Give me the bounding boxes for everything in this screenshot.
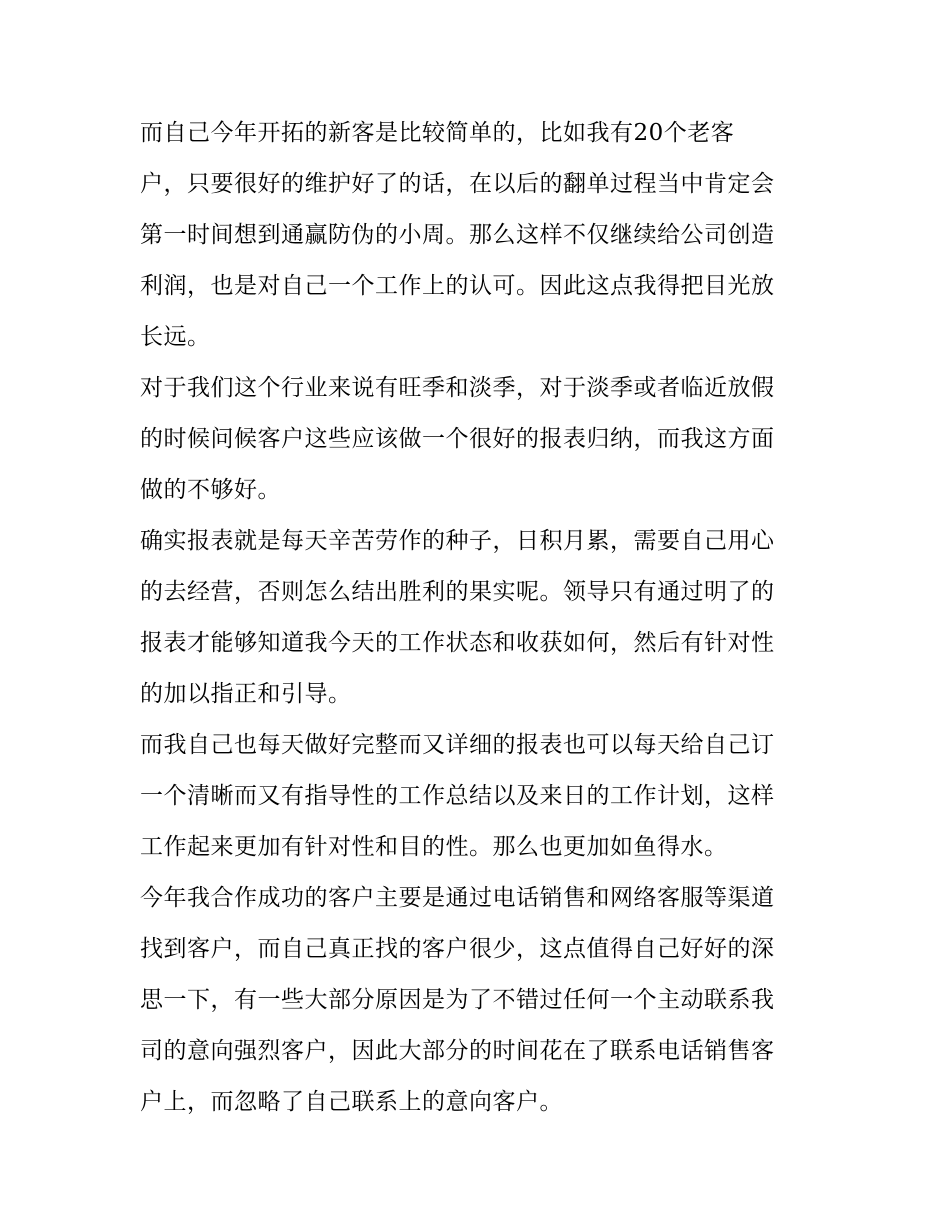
- text-line: 报表才能够知道我今天的工作状态和收获如何，然后有针对性: [140, 630, 775, 656]
- text-line: 工作起来更加有针对性和目的性。那么也更加如鱼得水。: [140, 834, 728, 860]
- text-line: 司的意向强烈客户，因此大部分的时间花在了联系电话销售客: [140, 1038, 775, 1064]
- text-line: 一个清晰而又有指导性的工作总结以及来日的工作计划，这样: [140, 783, 775, 809]
- document-body: [140, 108, 812, 1128]
- text-line: 而我自己也每天做好完整而又详细的报表也可以每天给自己订: [140, 732, 775, 758]
- text-line: 而自己今年开拓的新客是比较简单的，比如我有20个老客: [140, 120, 735, 146]
- text-line: 思一下，有一些大部分原因是为了不错过任何一个主动联系我: [140, 987, 775, 1013]
- text-line: 对于我们这个行业来说有旺季和淡季，对于淡季或者临近放假: [140, 375, 775, 401]
- text-line: 长远。: [140, 324, 211, 350]
- text-line: 户上，而忽略了自己联系上的意向客户。: [140, 1089, 563, 1115]
- text-line: 户，只要很好的维护好了的话，在以后的翻单过程当中肯定会: [140, 171, 775, 197]
- text-line: 的加以指正和引导。: [140, 681, 352, 707]
- text-line: 确实报表就是每天辛苦劳作的种子，日积月累，需要自己用心: [140, 528, 775, 554]
- text-line: 的去经营，否则怎么结出胜利的果实呢。领导只有通过明了的: [140, 579, 775, 605]
- text-line: 第一时间想到通赢防伪的小周。那么这样不仅继续给公司创造: [140, 222, 775, 248]
- text-line: 利润，也是对自己一个工作上的认可。因此这点我得把目光放: [140, 273, 775, 299]
- text-line: 做的不够好。: [140, 477, 281, 503]
- text-line: 找到客户，而自己真正找的客户很少，这点值得自己好好的深: [140, 936, 775, 962]
- text-line: 的时候问候客户这些应该做一个很好的报表归纳，而我这方面: [140, 426, 775, 452]
- text-line: 今年我合作成功的客户主要是通过电话销售和网络客服等渠道: [140, 885, 775, 911]
